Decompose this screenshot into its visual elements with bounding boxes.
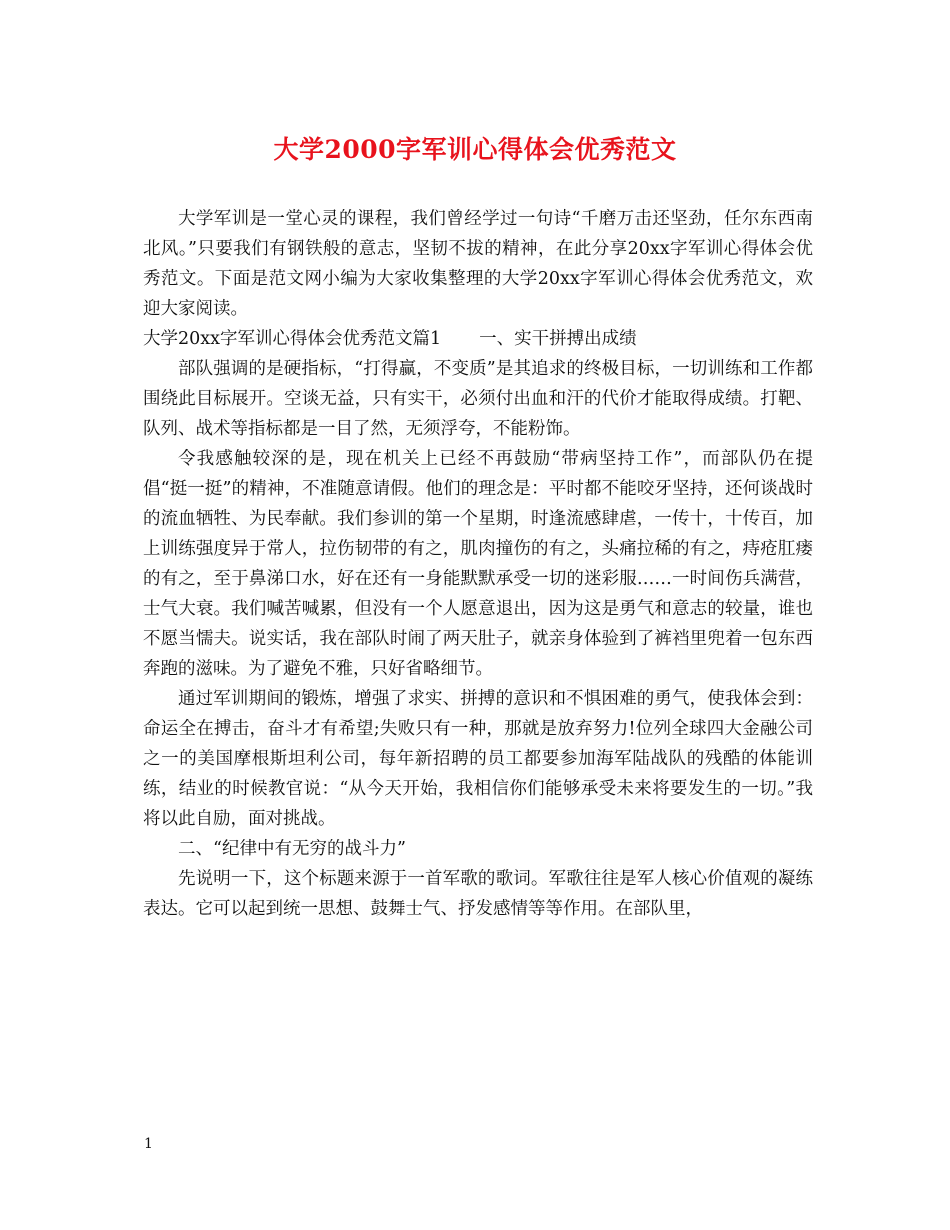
intro-paragraph: 大学军训是一堂心灵的课程，我们曾经学过一句诗“千磨万击还坚劲，任尔东西南北风。”只要我们有钢铁般的意志，坚韧不拔的精神，在此分享20xx字军训心得体会优秀范文。下面是范文网小编为大家收集整理的大学20xx字军训心得体会优秀范文，欢迎大家阅读。 (143, 209, 813, 319)
document-body (143, 204, 813, 924)
page-number: 1 (144, 1136, 153, 1152)
section-heading-line (143, 324, 813, 354)
subsection-heading: 二、“纪律中有无穷的战斗力” (178, 839, 406, 859)
body-paragraph: 通过军训期间的锻炼，增强了求实、拼搏的意识和不惧困难的勇气，使我体会到：命运全在搏击，奋斗才有希望;失败只有一种，那就是放弃努力!位列全球四大金融公司之一的美国摩根斯坦利公司，每年新招聘的员工都要参加海军陆战队的残酷的体能训练，结业的时候教官说：“从今天开始，我相信你们能够承受未来将要发生的一切。”我将以此自励，面对挑战。 (143, 689, 813, 829)
body-paragraph: 部队强调的是硬指标，“打得赢，不变质”是其追求的终极目标，一切训练和工作都围绕此目标展开。空谈无益，只有实干，必须付出血和汗的代价才能取得成绩。打靶、队列、战术等指标都是一目了然，无须浮夸，不能粉饰。 (143, 359, 813, 439)
body-paragraph: 令我感触较深的是，现在机关上已经不再鼓励“带病坚持工作”，而部队仍在提倡“挺一挺”的精神，不准随意请假。他们的理念是：平时都不能咬牙坚持，还何谈战时的流血牺牲、为民奉献。我们参训的第一个星期，时逢流感肆虐，一传十，十传百，加上训练强度异于常人，拉伤韧带的有之，肌肉撞伤的有之，头痛拉稀的有之，痔疮肛瘘的有之，至于鼻涕口水，好在还有一身能默默承受一切的迷彩服……一时间伤兵满营，士气大衰。我们喊苦喊累，但没有一个人愿意退出，因为这是勇气和意志的较量，谁也不愿当懦夫。说实话，我在部队时闹了两天肚子，就亲身体验到了裤裆里兜着一包东西奔跑的滋味。为了避免不雅，只好省略细节。 (143, 449, 813, 679)
section-heading: 一、实干拼搏出成绩 (479, 329, 637, 349)
body-paragraph: 先说明一下，这个标题来源于一首军歌的歌词。军歌往往是军人核心价值观的凝练表达。它可以起到统一思想、鼓舞士气、抒发感情等等作用。在部队里， (143, 869, 813, 919)
document-title: 大学2000字军训心得体会优秀范文 (273, 135, 677, 164)
section-label: 大学20xx字军训心得体会优秀范文篇1 (143, 329, 442, 349)
